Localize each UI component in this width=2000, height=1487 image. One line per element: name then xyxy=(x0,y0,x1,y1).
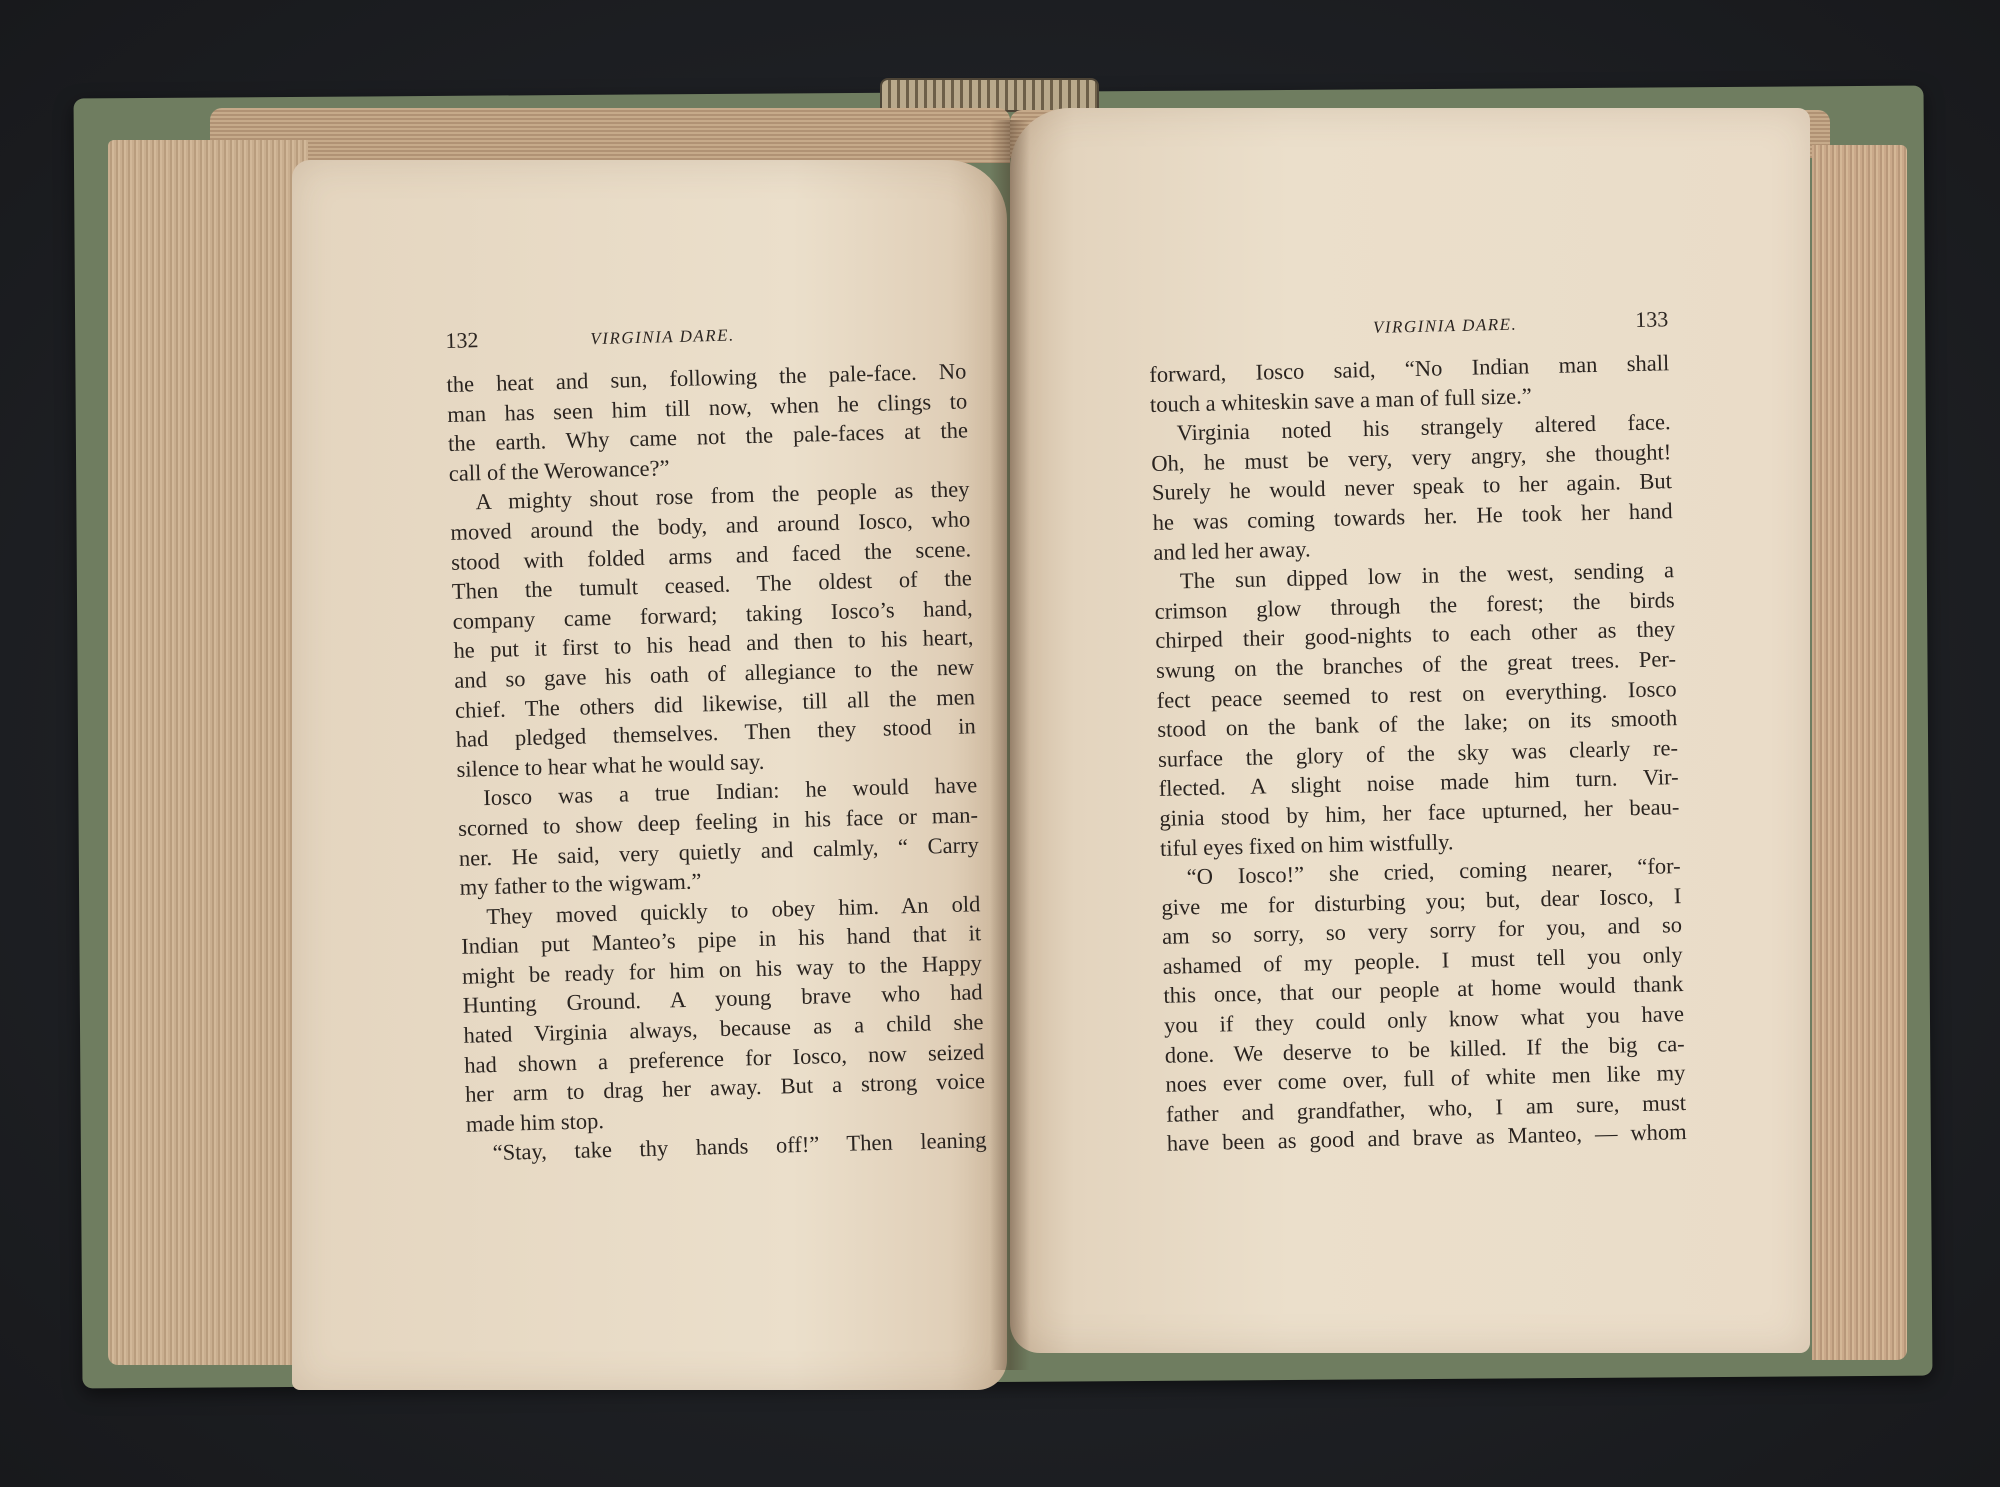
text-line: moved around the body, and around Iosco, who xyxy=(450,506,971,545)
text-line: man has seen him till now, when he clings to xyxy=(446,387,968,427)
text-line: Hunting Ground. A young brave who had xyxy=(462,979,983,1019)
text-line: her arm to drag her away. But a strong voice xyxy=(464,1068,986,1107)
text-line: forward, Iosco said, “No Indian man shall xyxy=(1149,350,1670,387)
text-line: done. We deserve to be killed. If the big ca- xyxy=(1164,1030,1685,1068)
text-line: Surely he would never speak to her again. But xyxy=(1151,468,1673,506)
text-line: stood on the bank of the lake; on its smooth xyxy=(1157,705,1678,743)
text-line: scorned to show deep feeling in his face or man- xyxy=(457,802,979,841)
text-line: chief. The others did likewise, till all the men xyxy=(454,683,976,723)
text-line: They moved quickly to obey him. An old xyxy=(486,890,981,929)
book-gutter xyxy=(990,120,1030,1370)
left-page-body xyxy=(446,356,987,1168)
text-line: touch a whiteskin save a man of full size.” xyxy=(1149,382,1532,417)
text-line: flected. A slight noise made him turn. Vir- xyxy=(1158,764,1679,802)
text-line: he put it first to his head and then to his heart, xyxy=(453,624,974,664)
right-page-body xyxy=(1149,348,1687,1159)
page-number: 132 xyxy=(445,327,479,353)
text-line: had pledged themselves. Then they stood in xyxy=(455,713,976,752)
text-line: tiful eyes fixed on him wistfully. xyxy=(1159,828,1454,861)
text-line: my father to the wigwam.” xyxy=(459,868,702,900)
text-line: Oh, he must be very, very angry, she thought! xyxy=(1151,438,1672,476)
text-line: ginia stood by him, her face upturned, her beau- xyxy=(1159,793,1680,831)
text-line: A mighty shout rose from the people as they xyxy=(475,476,970,515)
running-title: VIRGINIA DARE. xyxy=(590,325,735,349)
text-line: he was coming towards her. He took her hand xyxy=(1152,498,1673,535)
text-line: had shown a preference for Iosco, now seized xyxy=(464,1038,985,1078)
text-line: “O Iosco!” she cried, coming nearer, “for- xyxy=(1186,853,1681,890)
running-title: VIRGINIA DARE. xyxy=(1372,314,1518,337)
text-line: Then the tumult ceased. The oldest of the xyxy=(451,565,973,605)
page-number: 133 xyxy=(1634,306,1669,332)
text-line: you if they could only know what you have xyxy=(1163,1001,1685,1038)
text-line: Iosco was a true Indian: he would have xyxy=(483,772,978,811)
text-line: give me for disturbing you; but, dear Iosco, I xyxy=(1161,882,1682,920)
text-line: this once, that our people at home would thank xyxy=(1163,971,1684,1009)
text-line: hated Virginia always, because as a child she xyxy=(463,1009,984,1048)
text-line: fect peace seemed to rest on everything. Iosco xyxy=(1156,675,1677,713)
text-line: crimson glow through the forest; the birds xyxy=(1154,586,1675,624)
text-line: Indian put Manteo’s pipe in his hand that it xyxy=(460,920,982,960)
page-edges-left xyxy=(108,140,308,1365)
text-line: “Stay, take thy hands off!” Then leaning xyxy=(492,1127,987,1166)
text-line: company came forward; taking Iosco’s hand, xyxy=(452,595,973,634)
text-line: stood with folded arms and faced the scene. xyxy=(450,535,972,575)
text-line: Virginia noted his strangely altered face. xyxy=(1176,409,1671,446)
text-line: ashamed of my people. I must tell you only xyxy=(1162,941,1683,979)
right-page-text xyxy=(1148,304,1687,1159)
text-line: ner. He said, very quietly and calmly, “ Carry xyxy=(458,831,980,871)
text-line: The sun dipped low in the west, sending a xyxy=(1179,557,1675,594)
text-line: and led her away. xyxy=(1153,535,1311,565)
left-page-text xyxy=(445,312,987,1168)
text-line: am so sorry, so very sorry for you, and so xyxy=(1161,912,1683,950)
page-edges-top-left xyxy=(210,108,1010,163)
text-line: noes ever come over, full of white men like my xyxy=(1165,1060,1686,1098)
text-line: surface the glory of the sky was clearly re- xyxy=(1157,734,1679,772)
text-line: swung on the branches of the great trees. Per- xyxy=(1155,646,1677,683)
text-line: silence to hear what he would say. xyxy=(456,748,765,782)
text-line: call of the Werowance?” xyxy=(448,454,670,486)
page-edges-right xyxy=(1812,145,1907,1360)
text-line: father and grandfather, who, I am sure, must xyxy=(1165,1089,1687,1127)
text-line: chirped their good-nights to each other as they xyxy=(1155,616,1676,654)
text-line: the earth. Why came not the pale-faces at the xyxy=(447,417,969,457)
text-line: made him stop. xyxy=(465,1107,605,1137)
book-spine-binding xyxy=(880,78,1099,112)
text-line: might be ready for him on his way to the Happy xyxy=(461,950,983,989)
text-line: and so gave his oath of allegiance to the new xyxy=(453,654,975,693)
text-line: the heat and sun, following the pale-face. No xyxy=(446,358,967,397)
text-line: have been as good and brave as Manteo, — whom xyxy=(1166,1119,1687,1157)
